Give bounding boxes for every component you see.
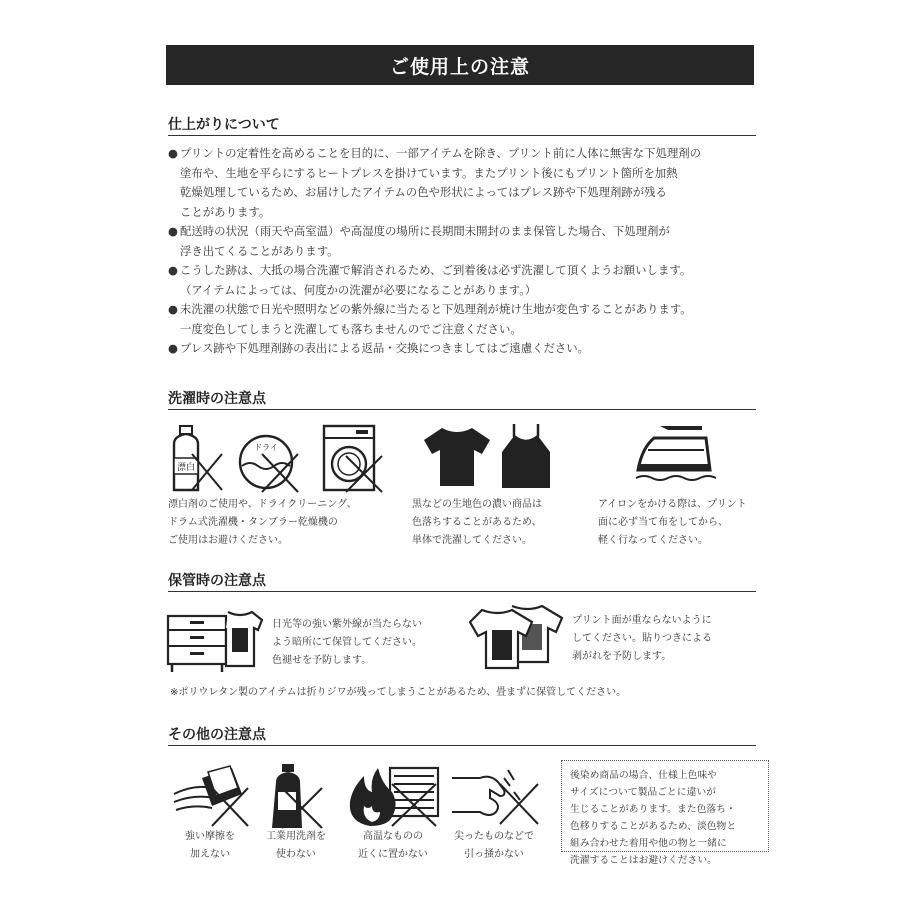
page-title [166, 45, 754, 85]
list-item: ● プレス跡や下処理剤跡の表出による返品・交換につきましてはご遠慮ください。 [168, 341, 590, 355]
section-heading-finish: 仕上がりについて [168, 114, 756, 136]
list-item: 乾燥処理しているため、お届けしたアイテムの色や形状によってはプレス跡や下処理剤跡が残る [180, 185, 667, 199]
no-drum-washer-icon [320, 424, 384, 494]
section-heading-other: その他の注意点 [168, 724, 756, 746]
other-caption-1: 強い摩擦を 加えない [185, 831, 235, 860]
list-item: ● プリントの定着性を高めることを目的に、一部アイテムを除き、プリント前に人体に無害な下処理剤の [168, 146, 702, 160]
no-heat-icon [342, 762, 442, 828]
washing-caption-3: アイロンをかける際は、プリント 面に必ず当て布をしてから、 軽く行なってください。 [598, 499, 747, 546]
iron-icon [632, 420, 718, 488]
storage-caption-2: プリント面が重ならないように してください。貼りつきによる 剥がれを予防します。 [572, 615, 712, 662]
washing-caption-1: 漂白剤のご使用や、ドライクリーニング、 ドラム式洗濯機・タンブラー乾燥機の ご使用はお避けください。 [168, 499, 357, 546]
section-heading-washing: 洗濯時の注意点 [168, 388, 756, 410]
list-item: ● 未洗濯の状態で日光や照明などの紫外線に当たると下処理剤が焼け生地が変色することがあります。 [168, 302, 692, 316]
list-item: ● こうした跡は、大抵の場合洗濯で解消されるため、ご到着後は必ず洗濯して頂くようお願いします。 [168, 263, 692, 277]
no-industrial-detergent-icon [268, 762, 330, 830]
finish-bullet-list [168, 144, 758, 359]
other-caption-4: 尖ったものなどで 引っ掻かない [454, 831, 534, 860]
stacked-shirts-icon [466, 602, 564, 672]
other-caption-3: 高温なものの 近くに置かない [358, 831, 428, 860]
storage-caption-1: 日光等の強い紫外線が当たらない よう暗所にて保管してください。 色褪せを予防します。 [272, 619, 422, 666]
washing-caption-2: 黒などの生地色の濃い商品は 色落ちすることがあるため、 単体で洗濯してください。 [412, 499, 542, 546]
list-item: ことがあります。 [180, 204, 271, 219]
list-item: 塗布や、生地を平らにするヒートプレスを掛けています。またプリント後にもプリント箇所を加熱 [180, 165, 678, 180]
no-scratching-icon [450, 764, 542, 826]
no-rubbing-icon [172, 764, 254, 828]
apron-icon [498, 422, 554, 490]
list-item: 一度変色してしまうと洗濯しても落ちませんのでご注意ください。 [180, 321, 522, 336]
bleach-label: 漂白 [176, 463, 196, 473]
dresser-shirt-icon [166, 606, 264, 674]
no-bleach-icon [166, 424, 228, 494]
page-title-text: ご使用上の注意 [389, 55, 530, 78]
list-item: 浮き出てくることがあります。 [180, 243, 339, 258]
storage-note: ※ポリウレタン製のアイテムは折りジワが残ってしまうことがあるため、畳まずに保管してください。 [170, 687, 627, 698]
list-item: ● 配送時の状況（雨天や高室温）や高湿度の場所に長期間未開封のまま保管した場合、下処理剤が [168, 224, 670, 238]
list-item: （アイテムによっては、何度かの洗濯が必要になることがあります。） [180, 282, 537, 297]
no-dry-cleaning-icon [236, 428, 304, 494]
dry-label: ドライ [254, 443, 278, 452]
other-caption-2: 工業用洗剤を 使わない [266, 831, 326, 860]
dyed-product-note-box: 後染め商品の場合、仕様上色味や サイズについて製品ごとに違いが 生じることがあります。また色落ち・ 色移りすることがあるため、淡色物と 組み合わせた着用や他の物と一緒に 洗濯することはお避けください。 [561, 760, 769, 852]
t-shirt-icon [422, 424, 492, 490]
section-heading-storage: 保管時の注意点 [168, 570, 756, 592]
